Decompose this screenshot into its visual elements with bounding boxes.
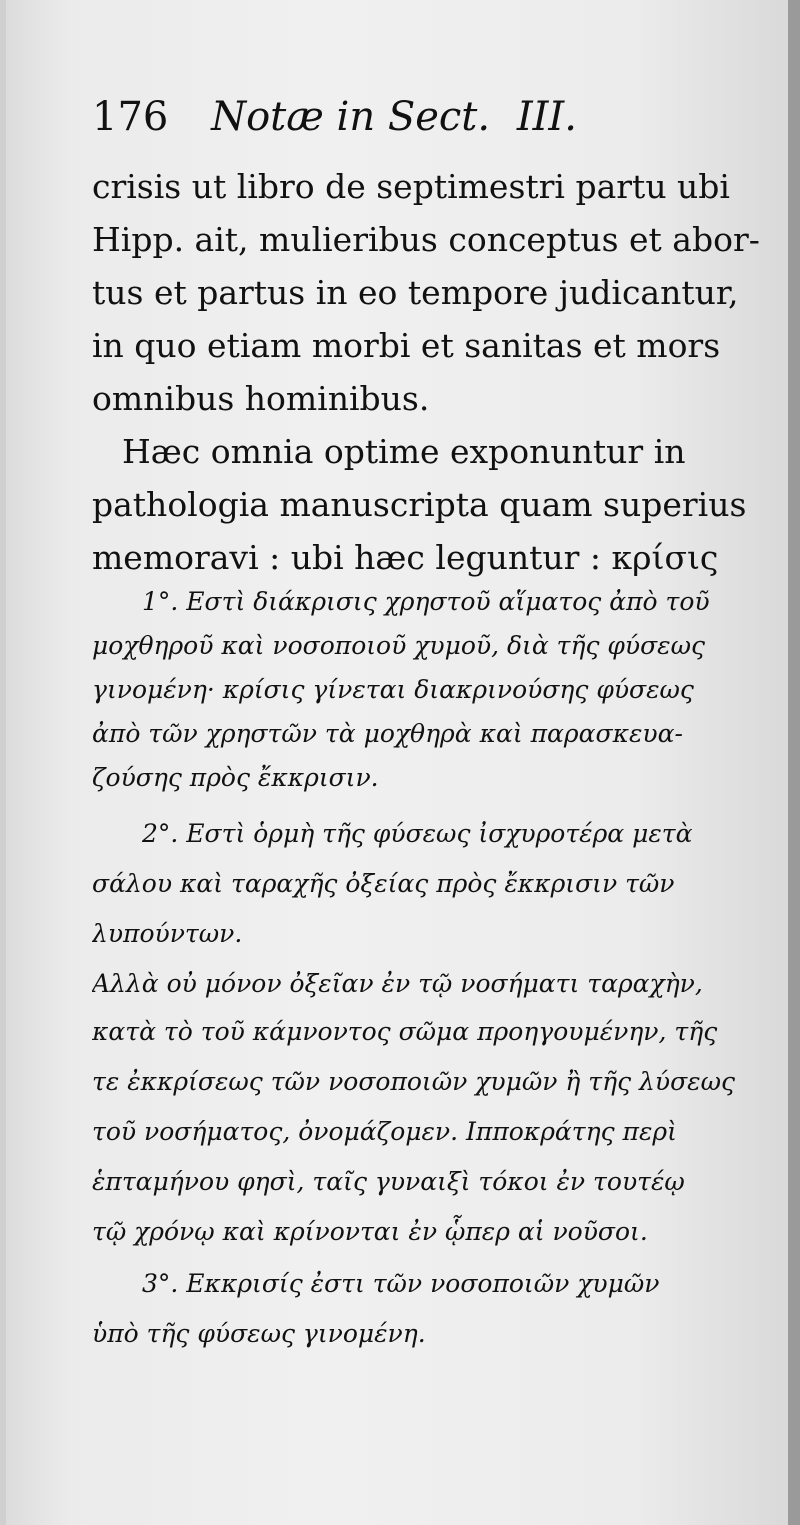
page-number: 176 (92, 94, 169, 140)
greek-line: τε ἐκκρίσεως τῶν νοσοποιῶν χυμῶν ἢ τῆς λύσεως (92, 1067, 735, 1096)
text-line: in quo etiam morbi et sanitas et mors (92, 326, 721, 365)
greek-line: ζούσης πρὸς ἔκκρισιν. (92, 763, 379, 792)
text-line: tus et partus in eo tempore judicantur, (92, 273, 739, 312)
text-line: crisis ut libro de septimestri partu ubi (92, 167, 730, 206)
text-line: Hæc omnia optime exponuntur in (122, 432, 686, 471)
running-title: Notæ in Sect. (211, 94, 491, 140)
greek-line: λυπούντων. (92, 919, 243, 948)
greek-line: 3°. Εκκρισίς ἐστι τῶν νοσοποιῶν χυμῶν (142, 1269, 660, 1298)
greek-line: σάλου καὶ ταραχῆς ὀξείας πρὸς ἔκκρισιν τῶν (92, 869, 675, 898)
greek-line: ἑπταμήνου φησὶ, ταῖς γυναιξὶ τόκοι ἐν τουτέῳ (92, 1167, 685, 1196)
greek-line: 2°. Εστὶ ὁρμὴ τῆς φύσεως ἰσχυροτέρα μετὰ (142, 819, 693, 848)
section-number: III. (516, 94, 577, 140)
text-line: pathologia manuscripta quam superius (92, 485, 747, 524)
greek-line: κατὰ τὸ τοῦ κάμνοντος σῶμα προηγουμένην, τῆς (92, 1017, 718, 1046)
greek-line: ὑπὸ τῆς φύσεως γινομένη. (92, 1319, 426, 1348)
greek-line: τῷ χρόνῳ καὶ κρίνονται ἐν ᾧπερ αἱ νοῦσοι. (92, 1217, 648, 1246)
greek-line: γινομένη· κρίσις γίνεται διακρινούσης φύσεως (92, 675, 694, 704)
text-line: memoravi : ubi hæc leguntur : κρίσις (92, 538, 719, 577)
greek-line: 1°. Εστὶ διάκρισις χρηστοῦ αἵματος ἀπὸ τοῦ (142, 587, 710, 616)
greek-line: Αλλὰ οὐ μόνον ὀξεῖαν ἐν τῷ νοσήματι ταραχὴν, (92, 969, 703, 998)
greek-line: μοχθηροῦ καὶ νοσοποιοῦ χυμοῦ, διὰ τῆς φύσεως (92, 631, 705, 660)
greek-line: τοῦ νοσήματος, ὀνομάζομεν. Ιπποκράτης περὶ (92, 1117, 677, 1146)
page-header (92, 82, 752, 152)
text-line: Hipp. ait, mulieribus conceptus et abor- (92, 220, 760, 259)
greek-line: ἀπὸ τῶν χρηστῶν τὰ μοχθηρὰ καὶ παρασκευα- (92, 719, 683, 748)
text-line: omnibus hominibus. (92, 379, 430, 418)
